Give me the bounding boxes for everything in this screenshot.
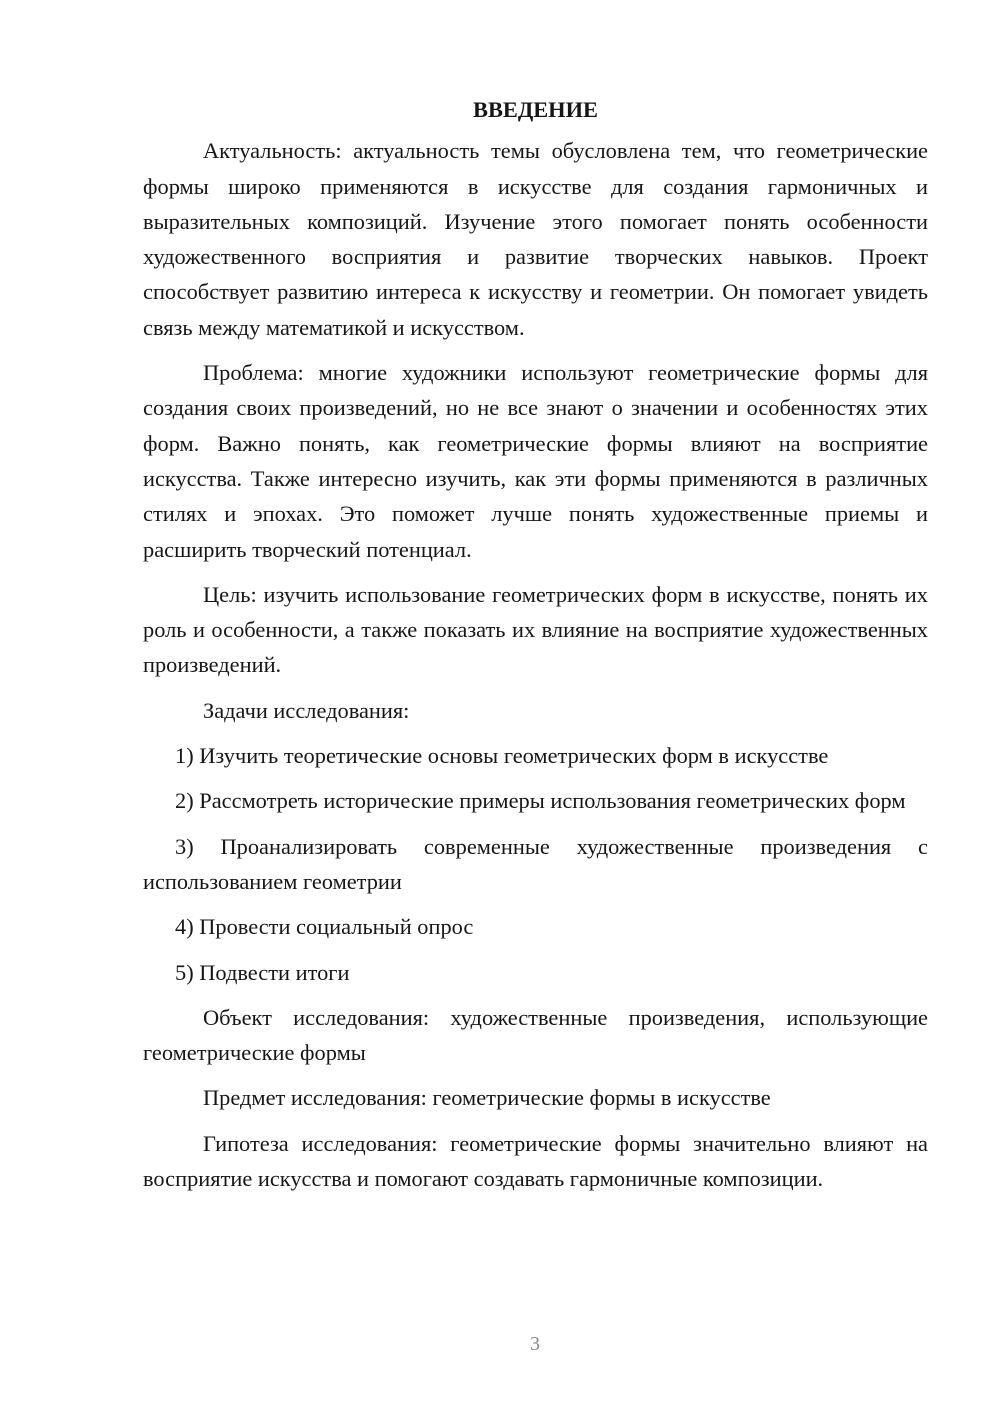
task-item-3: 3) Проанализировать современные художественные произведения с использованием геометрии bbox=[143, 833, 928, 894]
paragraph-subject: Предмет исследования: геометрические формы в искусстве bbox=[203, 1085, 771, 1111]
tasks-heading: Задачи исследования: bbox=[203, 697, 410, 723]
paragraph-object: Объект исследования: художественные произведения, использующие геометрические формы bbox=[143, 1004, 928, 1066]
page-number: 3 bbox=[530, 1333, 540, 1355]
tasks-list bbox=[143, 738, 928, 990]
task-item-4: 4) Провести социальный опрос bbox=[175, 914, 474, 940]
task-item-5: 5) Подвести итоги bbox=[175, 959, 350, 985]
paragraph-problem: Проблема: многие художники используют геометрические формы для создания своих произведений, но не все знают о значении и особенностях этих форм. Важно понять, как геометрические формы влияют на восприятие искусства. Также интересно изучить, как эти формы применяются в различных стилях и эпохах. Это поможет лучше понять художественные приемы и расширить творческий потенциал. bbox=[143, 360, 928, 562]
paragraph-goal: Цель: изучить использование геометрических форм в искусстве, понять их роль и особенности, а также показать их влияние на восприятие художественных произведений. bbox=[143, 581, 928, 678]
page-body bbox=[143, 92, 928, 1196]
task-item-2: 2) Рассмотреть исторические примеры использования геометрических форм bbox=[175, 788, 906, 814]
paragraph-relevance: Актуальность: актуальность темы обусловлена тем, что геометрические формы широко применяются в искусстве для создания гармоничных и выразительных композиций. Изучение этого помогает понять особенности художественного восприятия и развитие творческих навыков. Проект способствует развитию интереса к искусству и геометрии. Он помогает увидеть связь между математикой и искусством. bbox=[143, 138, 928, 340]
section-title: ВВЕДЕНИЕ bbox=[473, 97, 598, 122]
paragraph-hypothesis: Гипотеза исследования: геометрические формы значительно влияют на восприятие искусства и помогают создавать гармоничные композиции. bbox=[143, 1130, 928, 1192]
task-item-1: 1) Изучить теоретические основы геометрических форм в искусстве bbox=[175, 743, 829, 769]
